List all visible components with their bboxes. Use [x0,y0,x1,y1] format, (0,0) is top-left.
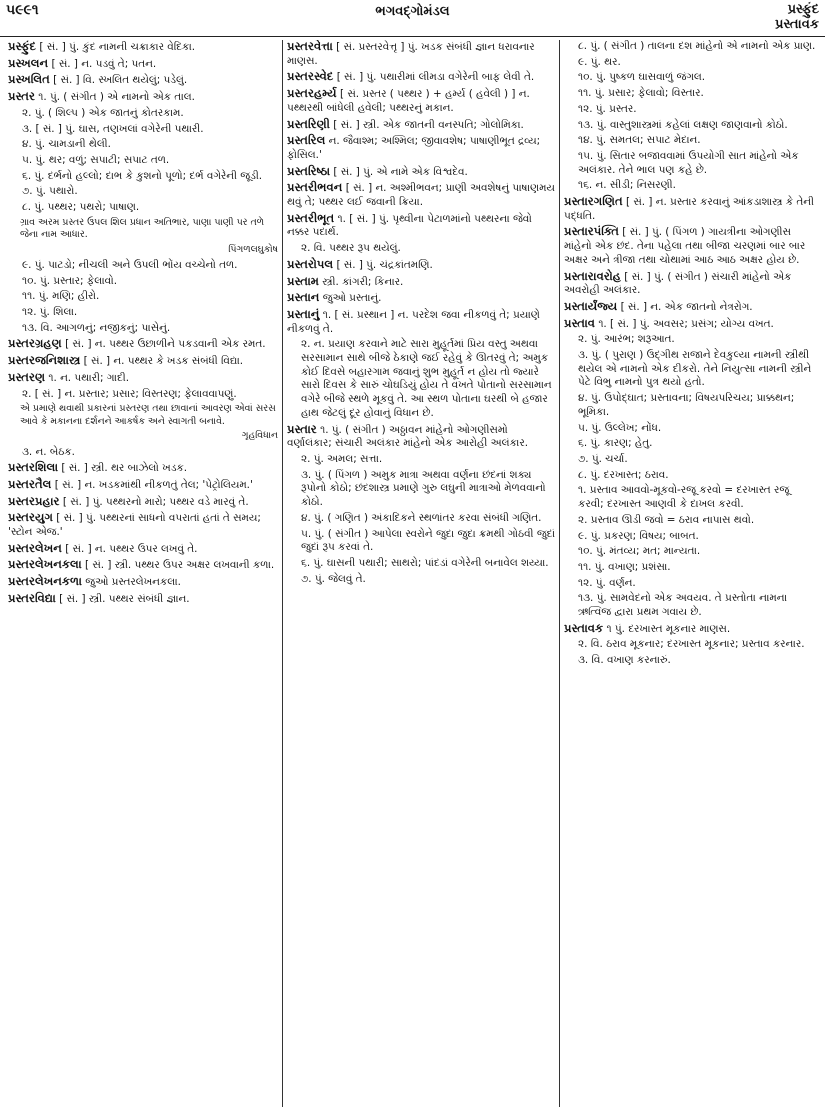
entry-headword: પ્રસ્તરિષ્ઠા [287,163,331,178]
dictionary-entry [8,337,278,352]
entry-sense: ૧૫. પું. સિતાર બજાવવામાં ઉપયોગી સાત માંહેનો એક અલંકાર. તેને ભાલ પણ કહે છે. [578,149,799,176]
entry-sense: ૧૨. પું. શિલા. [22,306,78,319]
entry-sense: ૯. પું. પાટડો; નીચલી અને ઉપલી ભોંય વચ્ચેનો તળ. [22,258,238,271]
entry-sense: ૬. પું. કારણ; હેતુ. [578,437,653,450]
entry-headword: પ્રસ્તારગણિત [564,194,623,209]
entry-headword: પ્રસ્તરીભૂત [287,210,335,225]
entry-definition: [ સં. ] સ્ત્રી. થર બાઝેલો ખડક. [58,462,188,475]
entry-sense: ૧૩. પું. સામવેદનો એક અવયવ. તે પ્રસ્તોતા નામના ઋત્વિજ દ્વારા પ્રથમ ગવાય છે. [578,592,788,619]
entry-sense: ૭. પું. પથારો. [22,185,78,198]
entry-definition: [ સં. પ્રસ્તરવેત્તૃ ] પું. ખડક સંબંધી જ્ઞાન ધરાવનાર માણસ. [287,41,535,67]
entry-definition: [ સં. ] ન. પથ્થર ઉપર લખવું તે. [61,542,198,555]
dictionary-entry [8,371,278,386]
entry-headword: પ્રસ્તરયુગ [8,510,53,525]
entry-sense: ૩. વિ. વખાણ કરનારું. [578,654,671,667]
entry-headword: પ્રસ્તરિલ [287,133,326,148]
dictionary-entry [8,575,278,590]
entry-sense: ૧૩. વિ. આગળનું; નજીકનું; પાસેનું. [22,321,171,334]
entry-definition: [ સં. ] પું. પથ્થરનો મારો; પથ્થર વડે મારવું તે. [59,495,249,508]
guide-word-last: પ્રસ્તાવક [775,17,819,32]
entry-definition: ન. જૈવાશ્મ; અશ્મિલ; જીવાવશેષ; પાષાણીભૂત દ્રવ્ય; ફોસિલ.' [287,135,541,161]
entry-sense: ૨. પું. ( શિલ્પ ) એક જાતનું કોતરકામ. [22,106,184,119]
dictionary-entry [564,317,817,332]
dictionary-entry [564,195,817,223]
entry-headword: પ્રસ્તાવક [564,620,604,635]
guide-words [775,2,819,32]
entry-definition: [ સં. ] પું. પથ્થરનાં સાધનો વપરાતાં હતાં તે સમય; 'સ્ટોન એજ.' [8,512,261,539]
entry-definition: [ સં. ] ન. પથ્થર કે ખડક સંબંધી વિદ્યા. [80,355,244,368]
dictionary-entry [8,478,278,493]
entry-headword: પ્રસ્તાર્યંજ્ય [564,298,618,313]
entry-headword: પ્રસ્તરતૈલ [8,476,52,491]
quotation-source: ગૃહવિધાન [241,430,278,442]
entry-definition: ૧. [ સં. ] પું. પૃથ્વીના પેટાળમાંનો પથ્થરના જેવો નક્કર પદાર્થ. [287,212,532,239]
entry-headword: પ્રસ્તરગ્રહણ [8,336,62,351]
entry-headword: પ્રસ્તરસ્વેદ [287,69,334,84]
entry-headword: પ્રસ્તરહર્મ્ય [287,86,337,101]
entry-headword: પ્રસ્તામ [287,273,319,288]
entry-headword: પ્રસ્તાવ [564,315,596,330]
entry-sense: ૬. પું. દર્ભનો હલ્લો; દાભ કે કુશનો પૂળો; દર્ભ વગેરેની જૂડી. [22,169,263,182]
dictionary-columns [4,40,821,1107]
entry-definition: ૧. [ સં. પ્રસ્થાન ] ન. પરદેશ જવા નીકળવું તે; પ્રયાણે નીકળવું તે. [287,308,540,335]
dictionary-entry [287,40,555,68]
entry-sense: ૧૦. પું. પ્રસ્તાર; ફેલાવો. [22,274,117,287]
entry-sense: ૧૨. પું. વર્ણન. [578,576,636,589]
entry-headword: પ્રસ્તરપ્રહાર [8,493,60,508]
entry-sense: ૨. પું. આરંભ; શરૂઆત. [578,333,675,346]
entry-definition: [ સં. ] ન. એક જાતનો નેત્રરોગ. [617,300,753,313]
entry-definition: [ સં. ] સ્ત્રી. એક જાતની વનસ્પતિ; ગોલોમિકા. [330,118,524,131]
entry-headword: પ્રસ્તારાવરોહ [564,268,621,283]
entry-headword: પ્રસ્તાર [287,421,317,436]
entry-headword: પ્રસ્તરણ [8,369,46,384]
entry-headword: પ્રસ્તરોપલ [287,256,334,271]
entry-sense: ૯. પું. થર. [578,55,621,68]
dictionary-entry [8,354,278,369]
entry-headword: પ્રસ્તરલેખન [8,540,62,555]
entry-headword: પ્રસ્તરવિદ્યા [8,590,56,605]
guide-word-first: પ્રસ્ફુંદ [787,2,819,17]
entry-definition: [ સં. ] સ્ત્રી. પથ્થર ઉપર અક્ષર લખવાની કળા. [81,559,275,572]
entry-sense: ૩. પું. ( પુરાણ ) ઉદ્ગીથ રાજાને દેવકુલ્યા નામની સ્ત્રીથી થયેલ એ નામનો એક દીકરો. તેને નિયુત્સા નામની સ્ત્રીને પેટે વિભુ નામનો પુત્ર થયો હતો. [578,349,812,389]
entry-sense: ૧૦. પું. મંતવ્ય; મત; માન્યતા. [578,545,701,558]
entry-sense: ૫. પું. ઉલ્લેખ; નોંધ. [578,421,662,434]
dictionary-entry [287,275,555,290]
entry-sense: ૧૩. પું. વાસ્તુશાસ્ત્રમાં કહેલાં લક્ષણ જાણવાનો કોઠો. [578,118,788,131]
entry-sense: ૪. પું. ચામડાની થેલી. [22,138,111,151]
entry-definition: [ સં. ] પું. એ નામે એક વિશ્વદેવ. [330,165,468,178]
entry-sense: ૧૨. પું. પ્રસ્તર. [578,102,637,115]
dictionary-entry [287,181,555,209]
entry-sense: ૧૧. પું. પ્રસાર; ફેલાવો; વિસ્તાર. [578,87,704,100]
entry-headword: પ્રસ્તાન [287,290,320,305]
dictionary-entry [287,87,555,115]
dictionary-entry [287,291,555,306]
dictionary-entry [8,461,278,476]
column-1 [4,40,283,1107]
entry-headword: પ્રસ્ફુંદ [8,40,37,53]
entry-sense: ૨. વિ. ઠરાવ મૂકનાર; દરખાસ્ત મૂકનાર; પ્રસ્તાવ કરનાર. [578,638,805,651]
entry-sense: ૨. વિ. પથ્થર રૂપ થયેલું. [301,242,401,255]
dictionary-entry [287,118,555,133]
entry-definition: [ સં. ] ન. પડવું તે; પતન. [48,57,157,70]
dictionary-entry [8,558,278,573]
entry-sense: ૧૬. ન. સીડી; નિસરણી. [578,179,676,192]
entry-sense: ૫. પું. ( સંગીત ) આપેલા સ્વરોને જુદા જુદા ક્રમથી ગોઠવી જુદાં જુદાં રૂપ કરવાં તે. [301,527,556,554]
entry-sense: ૫. પું. થર; વળું; સપાટી; સપાટ તળ. [22,153,170,166]
dictionary-entry [287,423,555,451]
entry-quotation: ગ્રાવ અરમ પ્રસ્તર ઉપલ શિલ પ્રધાન અતિભાર, પાણા પાણી પર તળે જેના નામ આધાર. [20,216,265,241]
entry-sense: ૩. ન. બેઠક. [22,445,75,458]
dictionary-entry [564,300,817,315]
entry-definition: [ સં. ] પું. ચંદ્રકાંતમણિ. [333,258,433,271]
entry-sense: ૧. પ્રસ્તાવ આવવો-મૂકવો-રજૂ કરવો = દરખાસ્ત રજૂ કરવી; દરખાસ્ત આણવી કે દાખલ કરવી. [578,484,790,511]
entry-headword: પ્રસ્તરીભવન [287,180,343,195]
dictionary-entry [8,592,278,607]
column-2 [283,40,560,1107]
dictionary-entry [8,542,278,557]
entry-headword: પ્રસ્તર [8,89,35,104]
entry-definition: [ સં. ] સ્ત્રી. પથ્થર સંબંધી જ્ઞાન. [55,592,190,605]
entry-headword: પ્રસ્તરવેત્તા [287,40,333,53]
entry-definition: [ સં. ] ન. અશ્મીભવન; પ્રાણી અવશેષનું પાષાણમય થવું તે; પથ્થર લઈ જવાની ક્રિયા. [287,182,555,209]
dictionary-entry [287,134,555,162]
dictionary-entry [8,90,278,105]
entry-sense: ૨. [ સં. ] ન. પ્રસ્તાર; પ્રસાર; વિસ્તરણ; ફેલાવવાપણું. [22,387,237,400]
entry-definition: ૧. [ સં. ] પું. અવસર; પ્રસંગ; યોગ્ય વખત. [595,317,774,330]
dictionary-entry [8,511,278,539]
entry-headword: પ્રસ્ખલિત [8,72,50,87]
entry-sense: ૩. પું. ( પિંગળ ) અમુક માત્રા અથવા વર્ણના છંદનાં શક્ય રૂપોનો કોઠો; છંદશાસ્ત્ર પ્રમાણે ગુરુ લઘુની માત્રાઓ મેળવવાનો કોઠો. [301,468,546,509]
entry-headword: પ્રસ્તરજનિશાસ્ત્ર [8,353,81,368]
entry-sense: ૧૪. પું. સમતલ; સપાટ મેદાન. [578,134,701,147]
dictionary-entry [8,73,278,88]
entry-sense: ૮. પું. દરખાસ્ત; ઠરાવ. [578,468,669,481]
entry-quotation: એ પ્રમાણે થવાથી પ્રકારનાં પ્રસ્તરણ તથા છાવાનાં આવરણ એવાં સરસ આવે કે મકાનના દર્શનને આકર્ષક અને સ્વાગતી બનાવે. [20,403,276,427]
entry-sense: ૮. પું. ( સંગીત ) તાલના દશ માંહેનો એ નામનો એક પ્રાણ. [578,40,816,52]
entry-sense: ૯. પું. પ્રકરણ; વિષય; બાબત. [578,529,699,542]
entry-definition: [ સં. ] ન. પ્રસ્તાર કરવાનું આંકડાશાસ્ત્ર કે તેની પદ્ધતિ. [564,196,814,222]
entry-headword: પ્રસ્તારપંક્તિ [564,224,619,239]
entry-definition: ૧ પું. દરખાસ્ત મૂકનાર માણસ. [603,622,731,635]
dictionary-entry [287,212,555,240]
entry-definition: જુઓ પ્રસ્તરલેખનકલા. [81,576,181,589]
entry-sense: ૬. પું. ઘાસની પથારી; સાથરો; પાંદડાં વગેરેની બનાવેલ શય્યા. [301,556,549,569]
entry-sense: ૨. પું. અમલ; સત્તા. [301,452,383,465]
dictionary-entry [8,495,278,510]
entry-sense: ૪. પું. ( ગણિત ) અંકાદિકને સ્થળાંતર કરવા સંબંધી ગણિત. [301,511,542,524]
column-3 [560,40,821,1107]
entry-headword: પ્રસ્તરિણી [287,116,330,131]
entry-sense: ૭. પું. ચર્ચા. [578,452,628,465]
entry-headword: પ્રસ્તરલેખનકલા [8,557,82,572]
entry-sense: ૨. પ્રસ્તાવ ઊડી જવો = ઠરાવ નાપાસ થવો. [578,513,755,526]
entry-sense: ૨. ન. પ્રયાણ કરવાને માટે સારા મુહૂર્તમાં પ્રિય વસ્તુ અથવા સરસામાન સાથે બીજે ઠેકાણે જઈ રહેવું કે ઊતરવું તે; અમુક કોઈ દિવસે બહારગામ જવાનું શુભ મુહૂર્ત ન હોય તો જ્યારે સારો દિવસ કે સારું ચોઘડિયું હોય તે વખતે પોતાનો સરસામાન વગેરે બીજે સ્થળે મૂકવું તે. આ સ્થળ પોતાના ઘરથી બે હજાર હાથ જેટલું દૂર હોવાનું વિધાન છે. [301,338,552,419]
entry-definition: ૧. પું. ( સંગીત ) એ નામનો એક તાલ. [34,91,195,104]
dictionary-entry [287,308,555,336]
header-rule [0,36,825,37]
entry-definition: [ સં. ] પું. ( સંગીત ) સંચારી માંહેનો એક અવરોહી અલંકાર. [564,270,792,297]
page-header [6,2,819,32]
entry-definition: જુઓ પ્રસ્તાનું. [319,292,382,305]
dictionary-entry [287,70,555,85]
page-number: ૫૯૯૧ [6,2,39,18]
entry-sense: ૭. પું. જેલવું તે. [301,572,366,585]
entry-definition: [ સં. ] ન. પથ્થર ઉછાળીને પકડવાની એક રમત. [61,338,266,351]
entry-definition: ૧. ન. પથારી; ગાદી. [45,371,130,384]
entry-sense: ૧૧. પું. મણિ; હીરો. [22,290,100,303]
entry-definition: [ સં. ] પું. કુંદ નામની ચક્રાકાર વેદિકા. [36,41,196,53]
dictionary-entry [8,40,278,55]
entry-headword: પ્રસ્તાનું [287,306,320,321]
entry-definition: [ સં. ] વિ. સ્ખલિત થયેલું; પડેલું. [49,74,188,87]
entry-definition: [ સં. પ્રસ્તર ( પથ્થર ) + હર્મ્ય ( હવેલી ) ] ન. પથ્થરથી બાંધેલી હવેલી; પથ્થરનું મકાન. [287,88,530,114]
dictionary-entry [564,622,817,637]
entry-definition: [ સં. ] ન. ખડકમાંથી નીકળતું તેલ; 'પેટ્રોલિયમ.' [51,478,253,491]
entry-definition: [ સં. ] પું. ( પિંગળ ) ગાયત્રીના ઓગણીસ માંહેનો એક છંદ. તેના પહેલા તથા બીજા ચરણમાં બાર બાર અક્ષર અને ત્રીજા તથા ચોથામાં આઠ આઠ અક્ષર હોય છે. [564,226,806,266]
entry-definition: સ્ત્રી. કાંગરી; કિનાર. [318,275,404,288]
entry-headword: પ્રસ્ખલન [8,55,49,70]
entry-sense: ૧૦. પું. પુષ્કળ ઘાસવાળું જંગલ. [578,71,706,84]
entry-sense: ૮. પું. પથ્થર; પથરો; પાષાણ. [22,201,140,214]
entry-headword: પ્રસ્તરલેખનકળા [8,574,82,589]
entry-definition: ૧. પું. ( સંગીત ) અઠ્ઠાવન માંહેનો ઓગણીસમો વર્ણાલંકાર; સંચારી અલંકાર માંહેનો એક આરોહી અલંકાર. [287,423,529,450]
quotation-source: પિંગળલઘુકોષ [228,243,278,255]
dictionary-title: ભગવદ્ગોમંડલ [375,4,450,19]
dictionary-entry [287,165,555,180]
dictionary-entry [8,57,278,72]
entry-sense: ૩. [ સં. ] પું. ઘાસ, તણખલાં વગેરેની પથારી. [22,122,204,135]
entry-sense: ૪. પું. ઉપોદ્ઘાત; પ્રસ્તાવના; વિષયપરિચય; પ્રાક્કથન; ભૂમિકા. [578,392,795,418]
entry-sense: ૧૧. પું. વખાણ; પ્રશંસા. [578,560,671,573]
entry-definition: [ સં. ] પું. પથારીમાં લીમડા વગેરેની બાફ લેવી તે. [333,71,535,84]
entry-headword: પ્રસ્તરશિલા [8,460,59,475]
dictionary-entry [287,258,555,273]
dictionary-entry [564,270,817,298]
dictionary-entry [564,225,817,267]
